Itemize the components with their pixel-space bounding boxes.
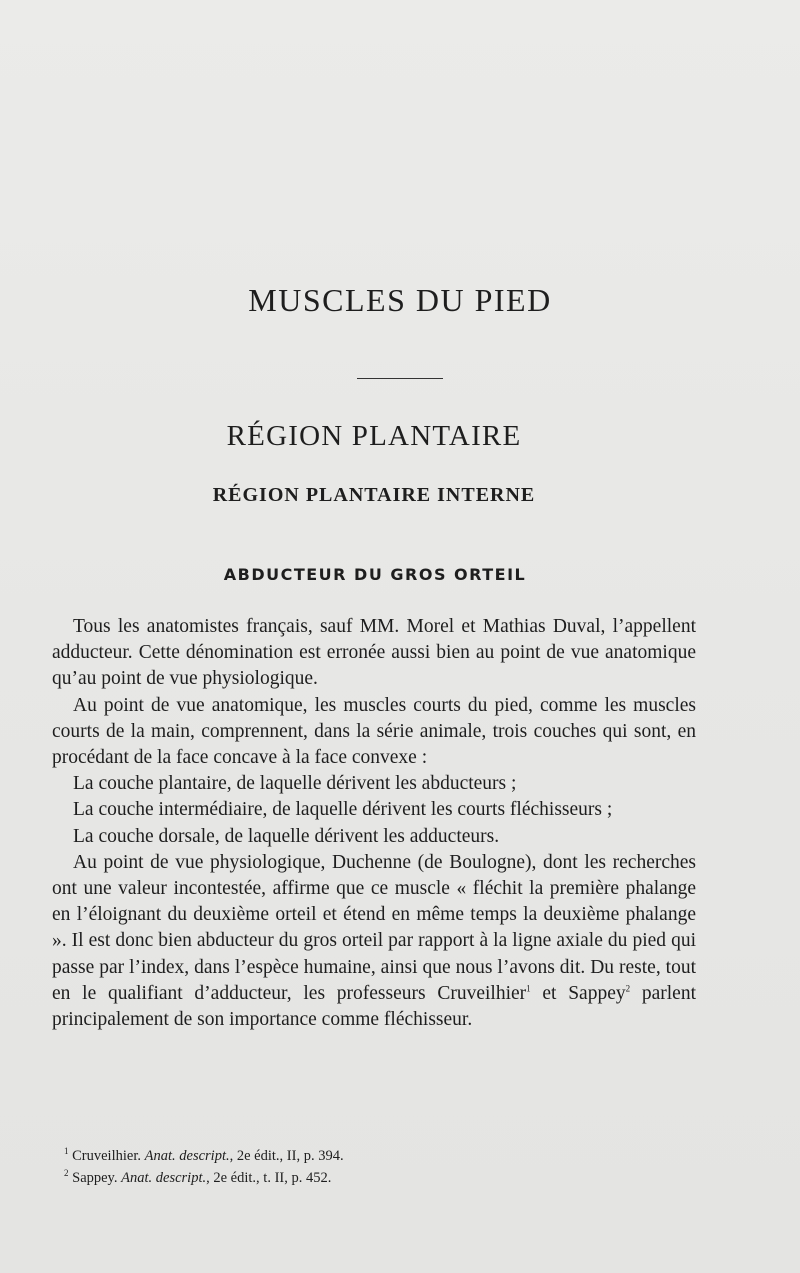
footnote-author: Cruveilhier. <box>68 1148 145 1164</box>
paragraph-anatomic: Au point de vue anatomique, les muscles courts du pied, comme les muscles courts de la main, comprennent, dans la série animale, trois couches qui sont, en procédant de la face concave à la face convexe : <box>52 694 696 769</box>
paragraph-physiologic <box>52 850 696 1033</box>
body-text <box>52 614 696 1033</box>
footnote-mark: 2 <box>64 1168 69 1179</box>
paragraph-dorsal-layer: La couche dorsale, de laquelle dérivent les adducteurs. <box>73 825 500 847</box>
paragraph-intro: Tous les anatomistes français, sauf MM. Morel et Mathias Duval, l’appellent adducteur. Cette dénomination est erronée aussi bien au point de vue anatomique qu’au point de vue physiologique. <box>52 616 696 690</box>
footnotes <box>64 1145 704 1189</box>
footnote-ref-2[interactable]: 2 <box>625 983 631 994</box>
paragraph-plantar-layer: La couche plantaire, de laquelle dérivent les abducteurs ; <box>73 773 517 795</box>
region-heading: RÉGION PLANTAIRE <box>226 420 522 452</box>
muscle-heading: ABDUCTEUR DU GROS ORTEIL <box>223 565 527 584</box>
show-through-text <box>60 92 750 118</box>
footnote-mark: 1 <box>64 1146 69 1157</box>
footnote-2 <box>64 1167 704 1189</box>
footnote-author: Sappey. <box>68 1170 122 1186</box>
subregion-heading: RÉGION PLANTAIRE INTERNE <box>212 484 536 506</box>
footnote-details: , 2e édit., II, p. 394. <box>229 1148 344 1164</box>
paragraph-physiologic-text-2: et Sappey <box>530 982 626 1004</box>
paragraph-physiologic-text: Au point de vue physiologique, Duchenne (de Boulogne), dont les recherches ont une valeur incontestée, affirme que ce muscle « fléchit la première phalange en l’éloignant du deuxième orteil et étend en même temps la deuxième phalange ». Il est donc bien abducteur du gros orteil par rapport à la ligne axiale du pied qui passe par l’index, dans l’espèce humaine, ainsi que nous l’avons dit. Du reste, tout en le qualifiant d’adducteur, les professeurs Cruveilhier <box>52 851 696 1004</box>
footnote-work: Anat. descript. <box>144 1148 230 1164</box>
footnote-details: , 2e édit., t. II, p. 452. <box>206 1170 332 1186</box>
footnote-ref-1[interactable]: 1 <box>526 983 531 994</box>
paragraph-intermediate-layer: La couche intermédiaire, de laquelle dérivent les courts fléchisseurs ; <box>73 799 613 821</box>
title-divider <box>357 378 443 379</box>
footnote-work: Anat. descript. <box>121 1170 207 1186</box>
footnote-1 <box>64 1145 704 1167</box>
paragraph-physiologic-text-3: parlent principalement de son importance comme fléchisseur. <box>52 982 696 1031</box>
chapter-title: MUSCLES DU PIED <box>248 282 552 318</box>
